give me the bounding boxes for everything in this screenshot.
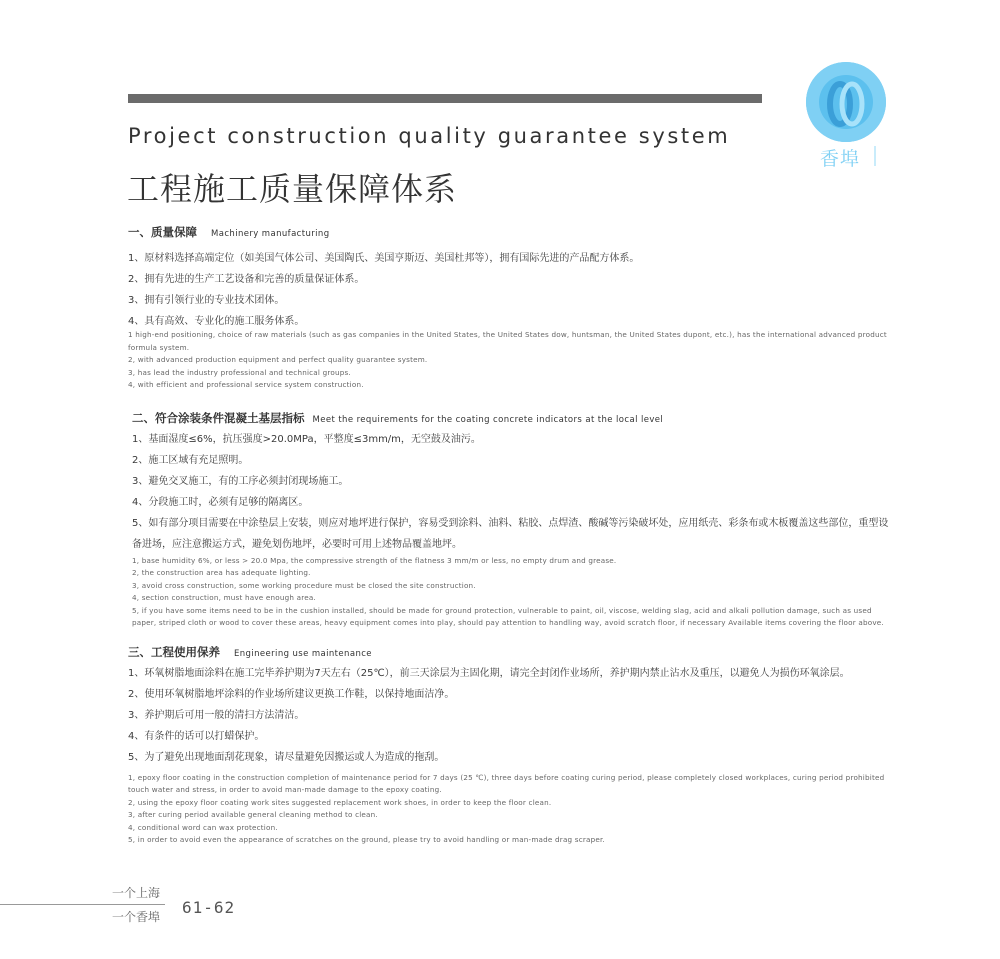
en-line: 4, with efficient and professional service system construction. [128, 380, 364, 389]
section-maintenance [128, 644, 898, 847]
en-line: 3, avoid cross construction, some working procedure must be closed the site construction. [132, 580, 476, 590]
en-line: 3, has lead the industry professional and technical groups. [128, 367, 351, 377]
zh-line: 5、为了避免出现地面刮花现象，请尽量避免因搬运或人为造成的拖刮。 [128, 751, 445, 763]
section-concrete-indicators [128, 410, 898, 630]
zh-line: 2、施工区域有充足照明。 [132, 454, 249, 466]
en-line: 4, section construction, must have enough area. [132, 593, 316, 602]
zh-line: 2、使用环氧树脂地坪涂料的作业场所建议更换工作鞋，以保持地面洁净。 [128, 688, 455, 700]
section-heading [132, 410, 898, 426]
section-heading-en: Engineering use maintenance [234, 648, 372, 659]
en-line: 2, the construction area has adequate lighting. [132, 568, 311, 577]
en-line: 4, conditional word can wax protection. [128, 822, 278, 832]
zh-line: 1、基面湿度≤6%，抗压强度>20.0MPa，平整度≤3mm/m，无空鼓及油污。 [132, 433, 481, 445]
en-line: 3, after curing period available general cleaning method to clean. [128, 810, 378, 819]
page-number: 61-62 [182, 898, 236, 917]
zh-line: 1、原材料选择高端定位（如美国气体公司、美国陶氏、美国亨斯迈、美国杜邦等），拥有国际先进的产品配方体系。 [128, 253, 640, 264]
en-line: 2, with advanced production equipment and perfect quality guarantee system. [128, 355, 428, 364]
section-heading [128, 644, 898, 660]
page-title-en: Project construction quality guarantee system [128, 124, 731, 148]
footer-rule [0, 904, 165, 905]
zh-line: 3、养护期后可用一般的清扫方法清洁。 [128, 709, 305, 721]
en-line: 1, base humidity 6%, or less > 20.0 Mpa, the compressive strength of the flatness 3 mm/m or less, no empty drum and grease. [132, 555, 617, 565]
section-quality-guarantee [128, 224, 898, 392]
en-line: 5, if you have some items need to be in the cushion installed, should be made for ground protection, vulnerable to paint, oil, viscose, welding slag, acid and alkali pollution damage, such as used paper, striped cloth or wood to cover these areas, heavy equipment comes into play, should pay attention to handling way, avoid scratch floor, if necessary Available items covering the floor above. [132, 605, 884, 627]
logo-accent-mark [874, 146, 876, 166]
zh-line: 4、分段施工时，必须有足够的隔离区。 [132, 496, 309, 508]
en-line: 5, in order to avoid even the appearance of scratches on the ground, please try to avoid handling or man-made drag scraper. [128, 835, 606, 844]
en-line: 1 high-end positioning, choice of raw materials (such as gas companies in the United States, the United States dow, huntsman, the United States dupont, etc.), has the international advanced product formula system. [128, 330, 887, 352]
footer-slogan-2: 一个香埠 [112, 910, 161, 924]
page-title-zh: 工程施工质量保障体系 [127, 170, 458, 208]
section-heading [128, 224, 898, 240]
en-line: 1, epoxy floor coating in the construction completion of maintenance period for 7 days (25 ℃), three days before coating curing period, please completely closed workplaces, curing period prohibited touch water and stress, in order to avoid man-made damage to the epoxy coating. [128, 772, 885, 794]
en-line: 2, using the epoxy floor coating work sites suggested replacement work shoes, in order to keep the floor clean. [128, 797, 552, 807]
header-rule [128, 94, 762, 103]
section-heading-zh: 二、符合涂装条件混凝土基层指标 [132, 410, 305, 425]
brand-name: 香埠 [820, 148, 861, 170]
zh-line: 3、避免交叉施工，有的工序必须封闭现场施工。 [132, 475, 349, 487]
logo-emblem-icon [806, 62, 886, 142]
zh-line: 4、具有高效、专业化的施工服务体系。 [128, 316, 305, 327]
zh-line: 1、环氧树脂地面涂料在施工完毕养护期为7天左右（25℃），前三天涂层为主固化期，请完全封闭作业场所，养护期内禁止沾水及重压，以避免人为损伤环氧涂层。 [128, 667, 850, 679]
content-body [128, 224, 898, 847]
section-heading-en: Machinery manufacturing [211, 229, 330, 239]
section-heading-en: Meet the requirements for the coating concrete indicators at the local level [312, 414, 664, 425]
zh-line: 3、拥有引领行业的专业技术团体。 [128, 295, 285, 306]
footer-slogan-1: 一个上海 [112, 886, 161, 900]
section-heading-zh: 三、工程使用保养 [128, 644, 220, 659]
zh-line: 4、有条件的话可以打蜡保护。 [128, 730, 265, 742]
zh-line: 2、拥有先进的生产工艺设备和完善的质量保证体系。 [128, 274, 365, 285]
section-heading-zh: 一、质量保障 [128, 225, 197, 239]
zh-line: 5、如有部分项目需要在中涂垫层上安装，则应对地坪进行保护，容易受到涂料、油料、粘胶、点焊渣、酸碱等污染破坏处，应用纸壳、彩条布或木板覆盖这些部位，重型设备进场，应注意搬运方式，避免划伤地坪，必要时可用上述物品覆盖地坪。 [132, 517, 889, 550]
brand-logo [806, 62, 886, 172]
